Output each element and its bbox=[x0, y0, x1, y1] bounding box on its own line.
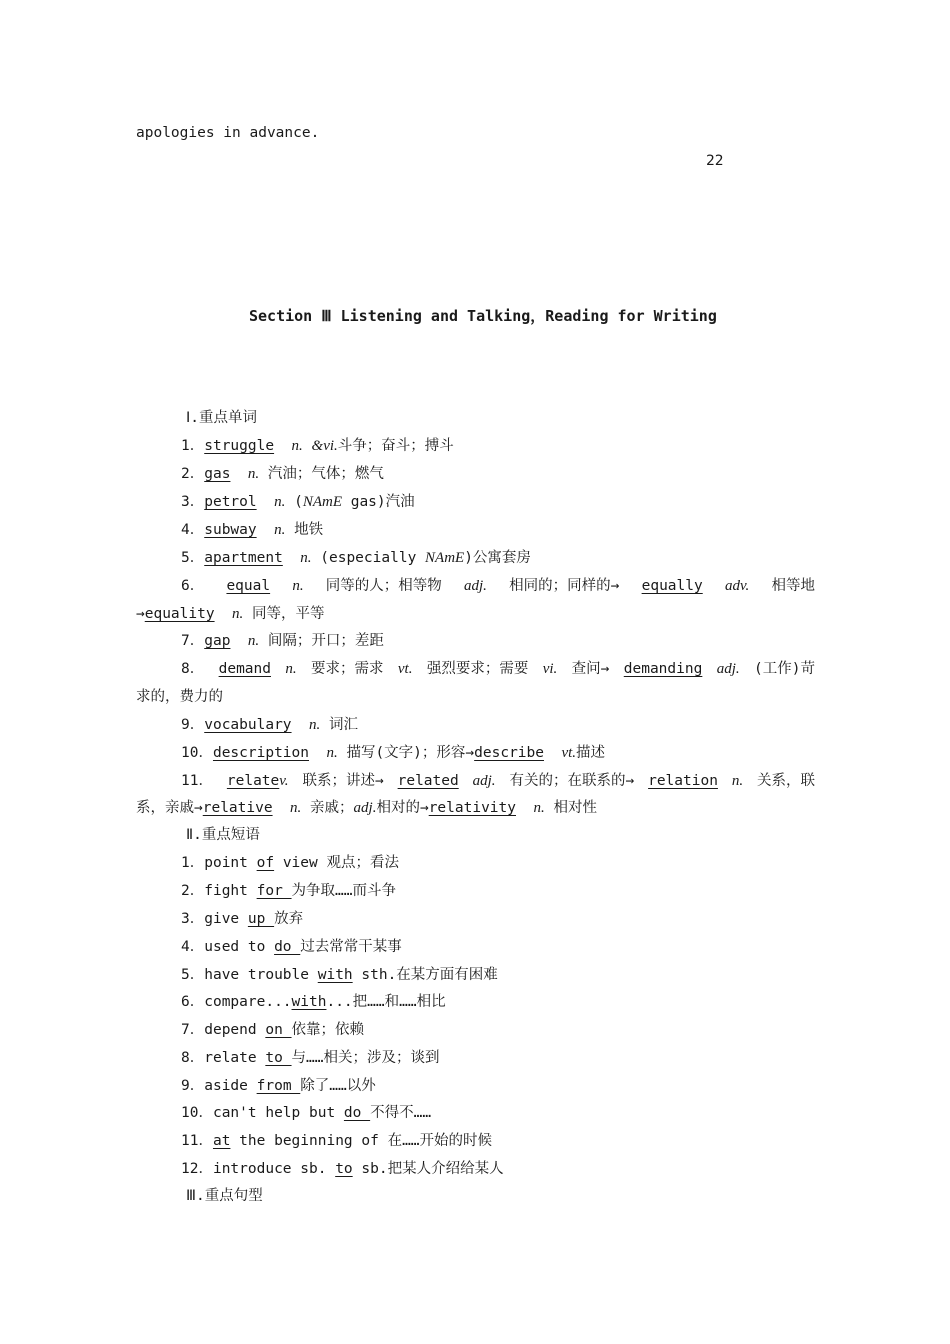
word-entry-10: 10．description n. 描写(文字)；形容→describe vt.描述 bbox=[181, 745, 606, 761]
phrase-entry-5: 5．have trouble with sth.在某方面有困难 bbox=[181, 967, 498, 983]
word-entry-6-cont: →equality n. 同等，平等 bbox=[136, 606, 325, 622]
phrase-entry-3: 3．give up 放弃 bbox=[181, 911, 304, 927]
section-title: Section Ⅲ Listening and Talking，Reading for Writing bbox=[249, 307, 717, 325]
continued-text: apologies in advance. bbox=[136, 125, 320, 141]
heading-key-sentences: Ⅲ.重点句型 bbox=[186, 1188, 263, 1204]
phrase-entry-4: 4．used to do 过去常常干某事 bbox=[181, 939, 402, 955]
phrase-entry-11: 11．at the beginning of 在……开始的时候 bbox=[181, 1133, 493, 1149]
word-entry-11: 11． relatev. 联系；讲述→ related adj. 有关的；在联系的→ relation n. 关系，联 bbox=[181, 773, 815, 789]
word-entry-3: 3．petrol n. (NAmE gas)汽油 bbox=[181, 494, 415, 510]
phrase-entry-12: 12．introduce sb. to sb.把某人介绍给某人 bbox=[181, 1161, 504, 1177]
word-entry-6: 6． equal n. 同等的人；相等物 adj. 相同的；同样的→ equally adv. 相等地 bbox=[181, 578, 815, 594]
phrase-entry-2: 2．fight for 为争取……而斗争 bbox=[181, 883, 397, 899]
word-entry-4: 4．subway n. 地铁 bbox=[181, 522, 324, 538]
phrase-entry-10: 10．can't help but do 不得不…… bbox=[181, 1105, 432, 1121]
phrase-entry-8: 8．relate to 与……相关；涉及；谈到 bbox=[181, 1050, 440, 1066]
page-number: 22 bbox=[706, 153, 724, 169]
word-entry-7: 7．gap n. 间隔；开口；差距 bbox=[181, 633, 384, 649]
word-entry-11-cont: 系，亲戚→relative n. 亲戚；adj.相对的→relativity n. 相对性 bbox=[136, 800, 597, 816]
word-entry-1: 1．struggle n. &vi.斗争；奋斗；搏斗 bbox=[181, 438, 454, 454]
word-entry-9: 9．vocabulary n. 词汇 bbox=[181, 717, 358, 733]
heading-key-phrases: Ⅱ.重点短语 bbox=[186, 827, 260, 843]
word-entry-8: 8． demand n. 要求；需求 vt. 强烈要求；需要 vi. 查问→ demanding adj. (工作)苛 bbox=[181, 661, 815, 677]
word-entry-5: 5．apartment n. (especially NAmE)公寓套房 bbox=[181, 550, 531, 566]
phrase-entry-9: 9．aside from 除了……以外 bbox=[181, 1078, 376, 1094]
heading-key-words: Ⅰ.重点单词 bbox=[186, 410, 258, 426]
phrase-entry-7: 7．depend on 依靠；依赖 bbox=[181, 1022, 365, 1038]
word-entry-8-cont: 求的，费力的 bbox=[136, 689, 223, 705]
phrase-entry-1: 1．point of view 观点；看法 bbox=[181, 855, 399, 871]
word-entry-2: 2．gas n. 汽油；气体；燃气 bbox=[181, 466, 384, 482]
phrase-entry-6: 6．compare...with...把……和……相比 bbox=[181, 994, 446, 1010]
